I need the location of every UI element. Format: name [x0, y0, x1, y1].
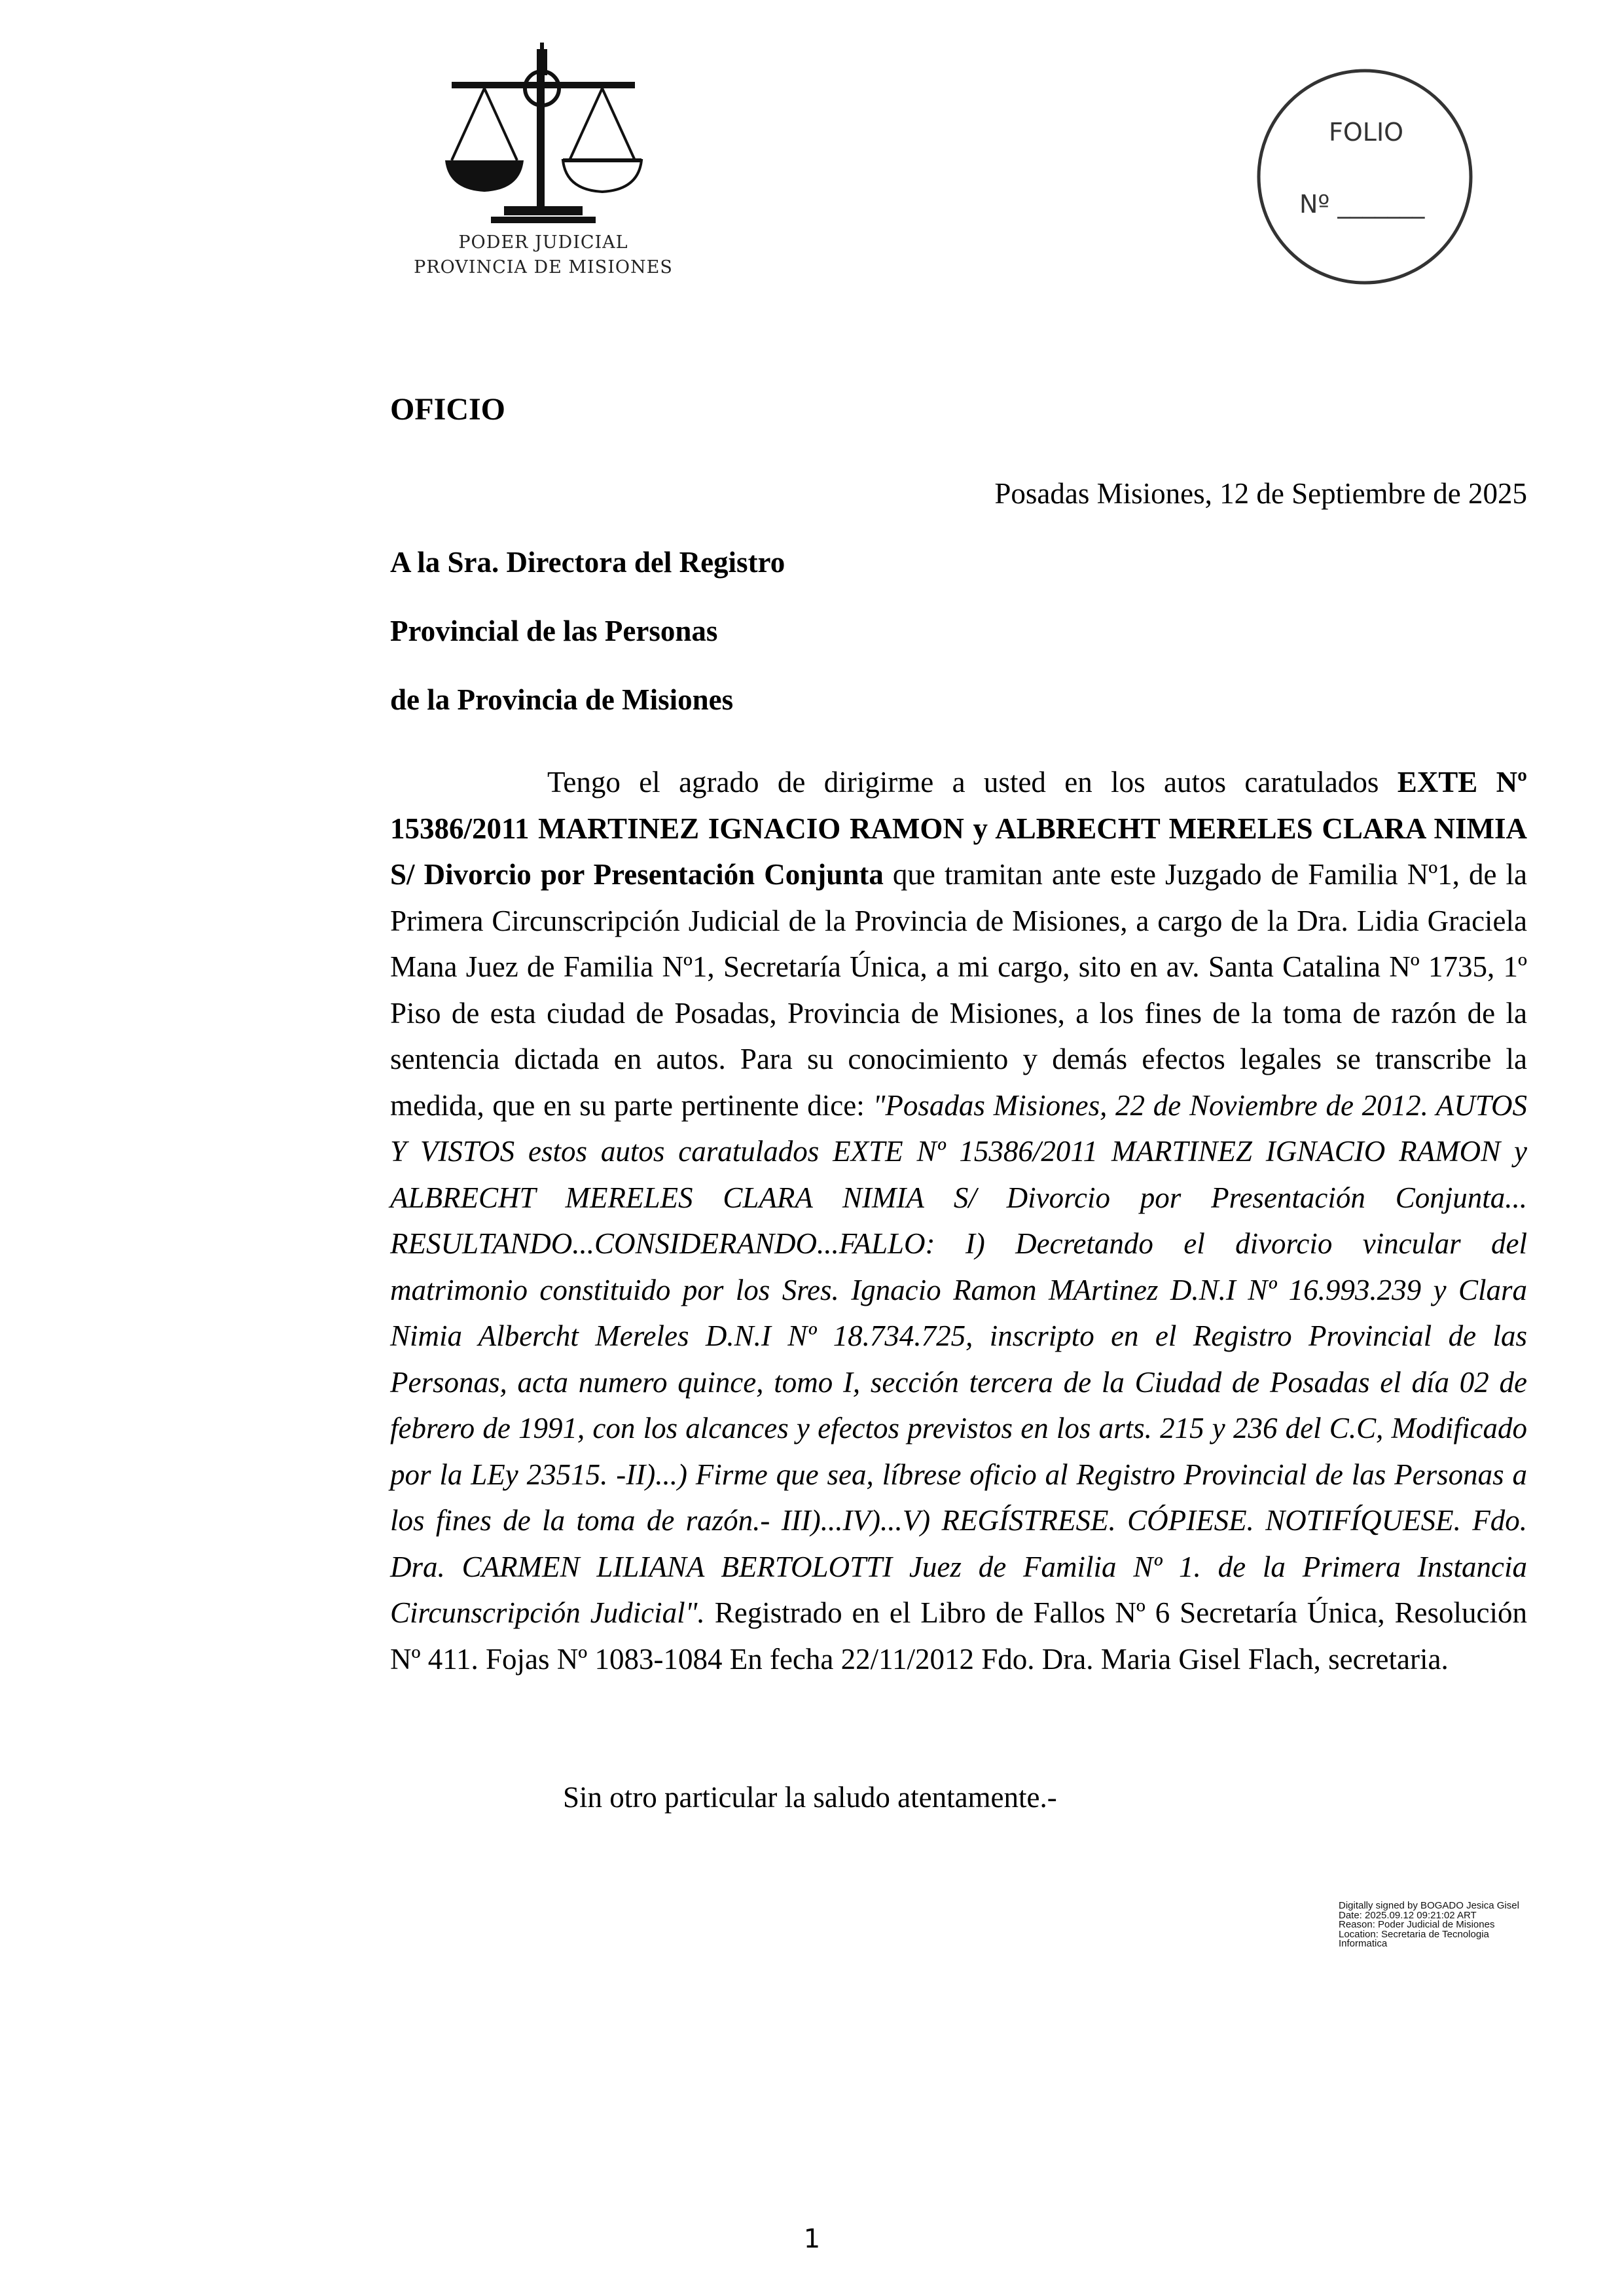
scales-of-justice-icon: [406, 36, 681, 252]
signature-line-3: Reason: Poder Judicial de Misiones: [1339, 1919, 1495, 1930]
case-title: EXTE Nº 15386/2011 MARTINEZ IGNACIO RAMON y ALBRECHT MERELES CLARA NIMIA S/ Divorcio por Presentación Conjunta: [390, 766, 1527, 891]
signature-line-5: Informatica: [1339, 1938, 1388, 1949]
poder-judicial-logo: [406, 36, 681, 298]
folio-seal: [1250, 62, 1479, 291]
digital-signature: [1339, 1901, 1561, 1949]
body-paragraph: [390, 759, 1527, 1682]
signature-line-1: Digitally signed by BOGADO Jesica Gisel: [1339, 1900, 1519, 1911]
addressee-line-2: Provincial de las Personas: [390, 615, 718, 647]
body-middle: que tramitan ante este Juzgado de Familia Nº1, de la Primera Circunscripción Judicial de la Provincia de Misiones, a cargo de la Dra. Lidia Graciela Mana Juez de Familia Nº1, Secretaría Única, a mi cargo, sito en av. Santa Catalina Nº 1735, 1º Piso de esta ciudad de Posadas, Provincia de Misiones, a los fines de la toma de razón de la sentencia dictada en autos. Para su conocimiento y demás efectos legales se transcribe la medida, que en su parte pertinente dice:: [390, 858, 1528, 1122]
date-line: Posadas Misiones, 12 de Septiembre de 2025: [994, 477, 1527, 510]
folio-number-label: Nº _______: [1299, 190, 1425, 219]
signature-line-4: Location: Secretaria de Tecnologia: [1339, 1928, 1489, 1940]
page-number: 1: [803, 2224, 821, 2254]
body-intro: Tengo el agrado de dirigirme a usted en los autos caratulados: [547, 766, 1398, 798]
sentence-quote: "Posadas Misiones, 22 de Noviembre de 2012. AUTOS Y VISTOS estos autos caratulados EXTE Nº 15386/2011 MARTINEZ IGNACIO RAMON y ALBRECHT MERELES CLARA NIMIA S/ Divorcio por Presentación Conjunta... RESULTANDO...CONSIDERANDO...FALLO: I) Decretando el divorcio vincular del matrimonio constituido por los Sres. Ignacio Ramon MArtinez D.N.I Nº 16.993.239 y Clara Nimia Albercht Mereles D.N.I Nº 18.734.725, inscripto en el Registro Provincial de las Personas, acta numero quince, tomo I, sección tercera de la Ciudad de Posadas el día 02 de febrero de 1991, con los alcances y efectos previstos en los arts. 215 y 236 del C.C, Modificado por la LEy 23515. -II)...) Firme que sea, líbrese oficio al Registro Provincial de las Personas a los fines de la toma de razón.- III)...IV)...V) REGÍSTRESE. CÓPIESE. NOTIFÍQUESE. Fdo. Dra. CARMEN LILIANA BERTOLOTTI Juez de Familia Nº 1. de la Primera Instancia Circunscripción Judicial".: [390, 1088, 1527, 1629]
logo-line-2: PROVINCIA DE MISIONES: [414, 257, 673, 278]
seal-circle-icon: [1250, 62, 1479, 291]
logo-line-1: PODER JUDICIAL: [458, 232, 628, 253]
signature-line-2: Date: 2025.09.12 09:21:02 ART: [1339, 1909, 1477, 1921]
document-title: OFICIO: [390, 392, 506, 427]
closing-line: Sin otro particular la saludo atentamente.-: [563, 1781, 1057, 1814]
folio-label: FOLIO: [1329, 118, 1404, 147]
addressee-line-3: de la Provincia de Misiones: [390, 683, 734, 716]
body-ending: Registrado en el Libro de Fallos Nº 6 Secretaría Única, Resolución Nº 411. Fojas Nº 1083-1084 En fecha 22/11/2012 Fdo. Dra. Maria Gisel Flach, secretaria.: [390, 1596, 1527, 1676]
addressee-line-1: A la Sra. Directora del Registro: [390, 546, 785, 579]
